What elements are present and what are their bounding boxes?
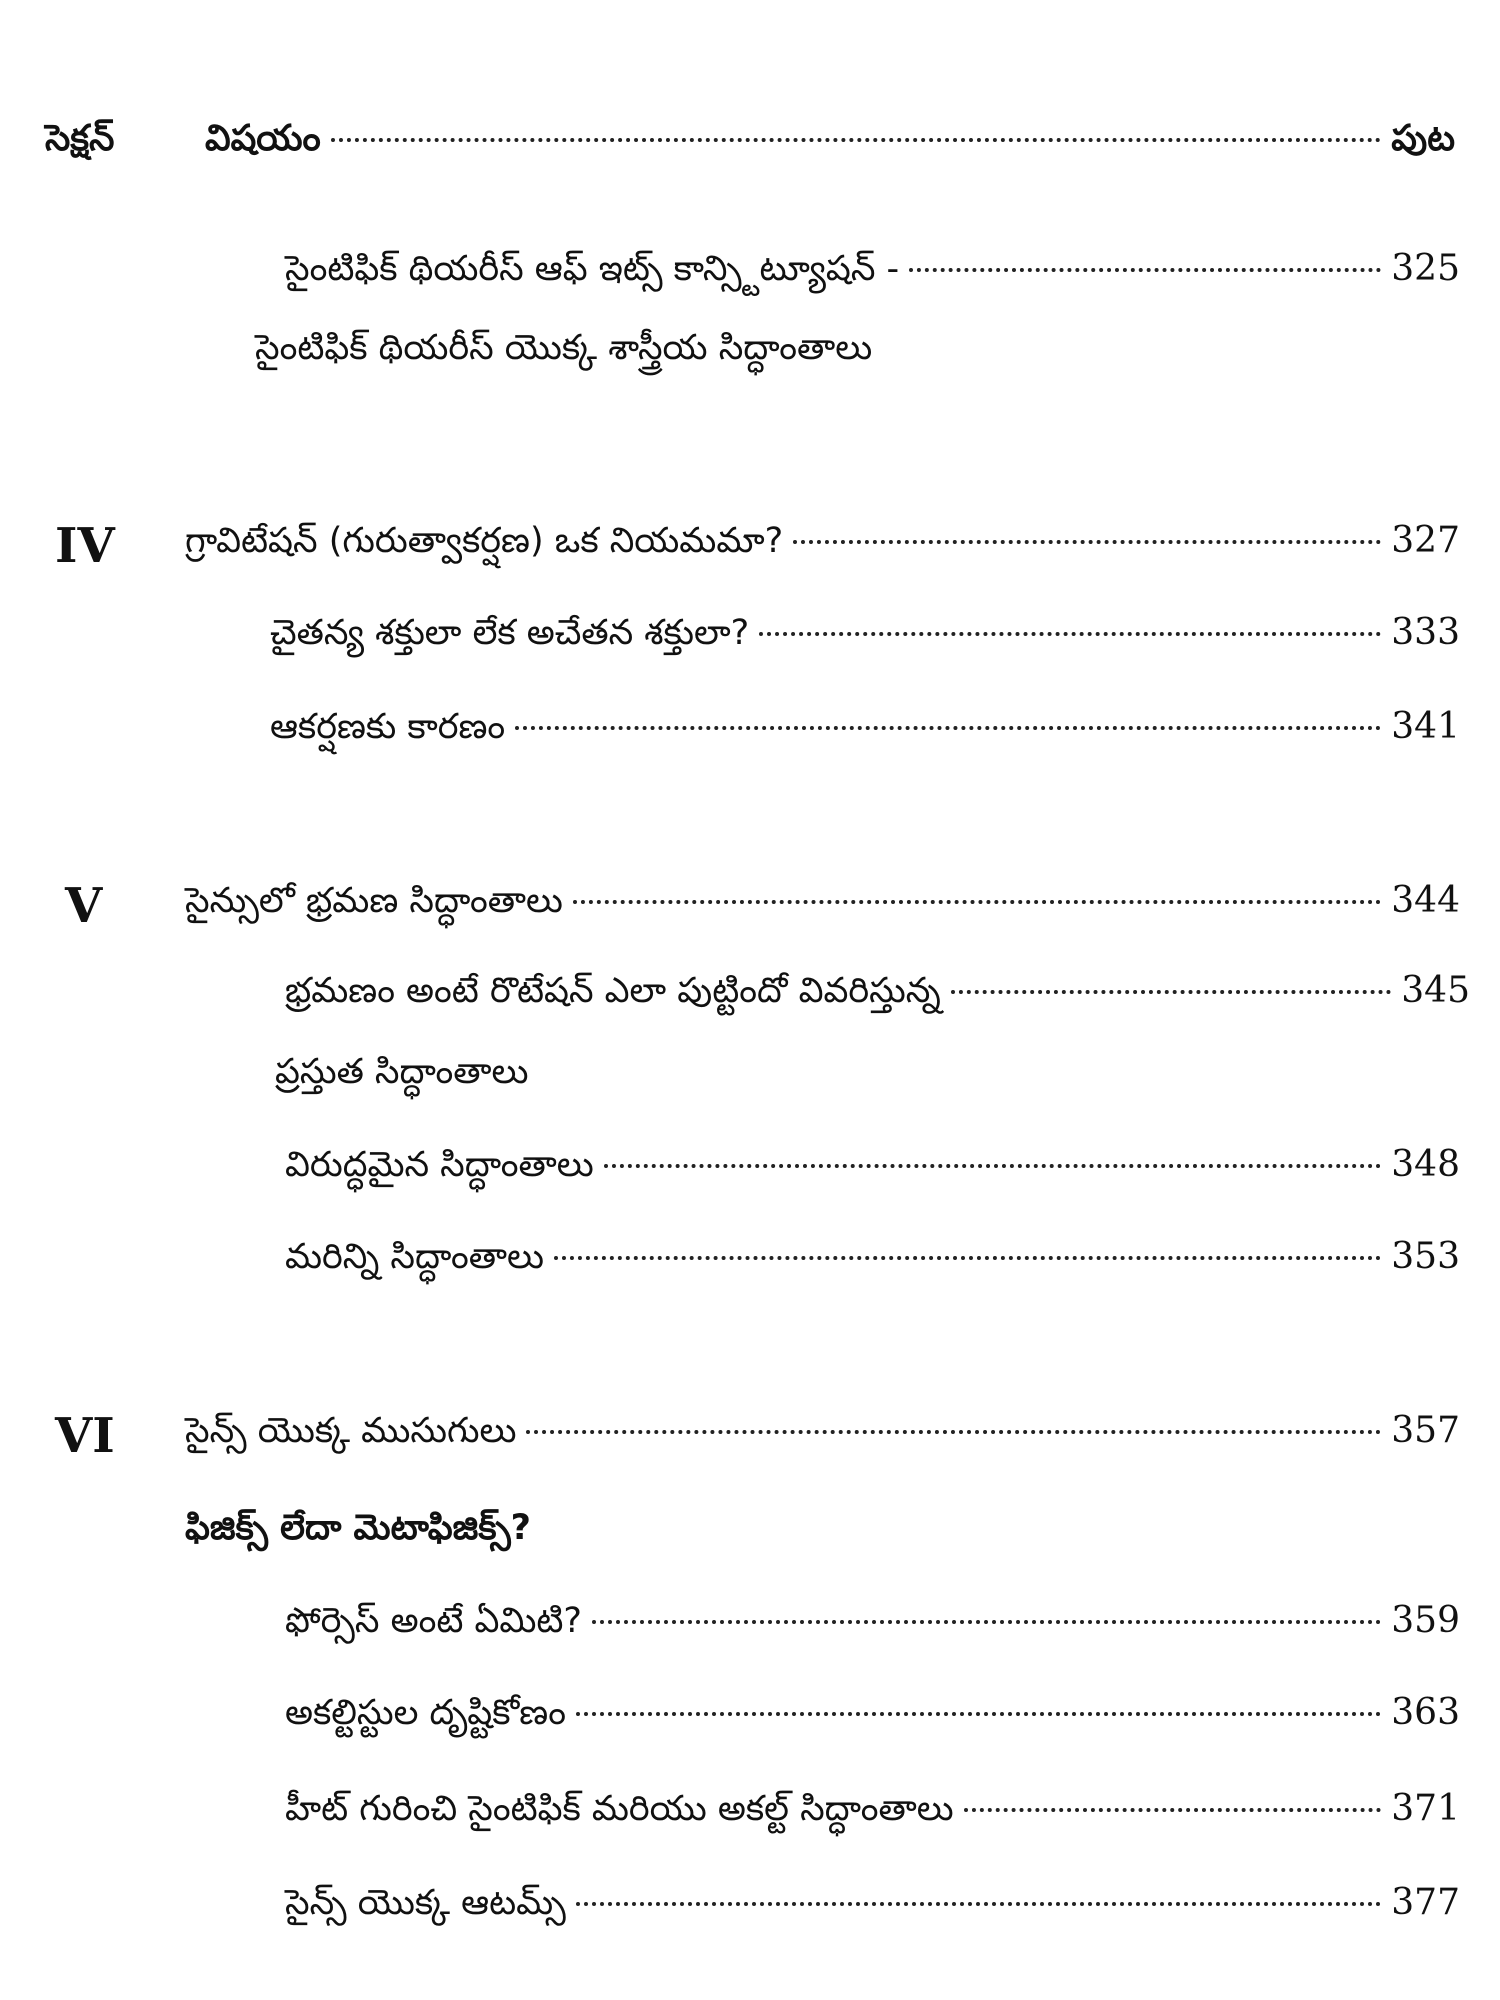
entry-page: 348 (1391, 1144, 1460, 1185)
toc-entry (285, 1144, 1460, 1193)
entry-title: సైంటిఫిక్ థియరీస్ ఆఫ్ ఇట్స్ కాన్స్టిట్యూషన్ - (285, 249, 900, 289)
entry-page: 345 (1401, 970, 1470, 1011)
toc-entry (285, 1788, 1460, 1837)
entry-page: 341 (1391, 706, 1460, 747)
dot-leader (951, 990, 1392, 994)
dot-leader (604, 1164, 1382, 1168)
header-subject-label: విషయం (205, 118, 321, 159)
toc-entry (285, 1600, 1460, 1649)
toc-entry (285, 1692, 1460, 1741)
dot-leader (909, 268, 1381, 272)
entry-title: విరుద్ధమైన సిద్ధాంతాలు (285, 1145, 594, 1185)
header-section-label: సెక్షన్ (45, 118, 115, 159)
entry-page: 353 (1391, 1236, 1460, 1277)
entry-page: 377 (1391, 1882, 1460, 1923)
entry-title: మరిన్ని సిద్ధాంతాలు (285, 1237, 544, 1277)
section-number: VI (55, 1408, 115, 1464)
entry-title: హీట్ గురించి సైంటిఫిక్ మరియు అకల్ట్ సిద్ధాంతాలు (285, 1789, 954, 1829)
entry-title: ఫిజిక్స్ లేదా మెటాఫిజిక్స్? (185, 1508, 531, 1548)
entry-page: 371 (1391, 1788, 1460, 1829)
entry-page: 325 (1391, 248, 1460, 289)
entry-page: 327 (1391, 520, 1460, 561)
dot-leader (331, 138, 1381, 142)
dot-leader (576, 1902, 1381, 1906)
entry-title: సైన్స్ యొక్క ఆటమ్స్ (285, 1883, 566, 1923)
toc-entry (285, 1882, 1460, 1931)
dot-leader (592, 1620, 1381, 1624)
dot-leader (573, 900, 1381, 904)
dot-leader (964, 1808, 1382, 1812)
entry-title-continuation: ప్రస్తుత సిద్ధాంతాలు (275, 1052, 529, 1092)
toc-entry (285, 1236, 1460, 1285)
dot-leader (576, 1712, 1381, 1716)
entry-page: 359 (1391, 1600, 1460, 1641)
entry-title: ఫోర్సెస్ అంటే ఏమిటి? (285, 1601, 582, 1641)
toc-entry (285, 248, 1460, 297)
entry-page: 344 (1391, 880, 1460, 921)
dot-leader (759, 632, 1381, 636)
entry-title: చైతన్య శక్తులా లేక అచేతన శక్తులా? (270, 613, 750, 653)
entry-page: 357 (1391, 1410, 1460, 1451)
entry-title-continuation: సైంటిఫిక్ థియరీస్ యొక్క శాస్త్రీయ సిద్ధాంతాలు (255, 328, 873, 368)
entry-page: 363 (1391, 1692, 1460, 1733)
toc-entry (285, 970, 1470, 1019)
toc-entry (270, 612, 1460, 661)
toc-entry (185, 880, 1460, 929)
entry-title: సైన్స్ యొక్క ముసుగులు (185, 1411, 517, 1451)
header-row (205, 118, 1455, 168)
toc-entry (270, 706, 1460, 755)
section-number: IV (55, 518, 115, 574)
entry-title: సైన్సులో భ్రమణ సిద్ధాంతాలు (185, 881, 563, 921)
section-number: V (65, 878, 103, 934)
entry-page: 333 (1391, 612, 1460, 653)
entry-title: ఆకర్షణకు కారణం (270, 707, 506, 747)
entry-title: అకల్టిస్టుల దృష్టికోణం (285, 1693, 566, 1733)
entry-title: గ్రావిటేషన్ (గురుత్వాకర్షణ) ఒక నియమమా? (185, 521, 784, 561)
dot-leader (554, 1256, 1381, 1260)
toc-entry (185, 1410, 1460, 1459)
dot-leader (793, 540, 1381, 544)
dot-leader (515, 726, 1381, 730)
toc-entry (185, 520, 1460, 569)
entry-title: భ్రమణం అంటే రొటేషన్ ఎలా పుట్టిందో వివరిస్తున్న (285, 971, 941, 1011)
dot-leader (526, 1430, 1381, 1434)
header-page-label: పుట (1391, 118, 1455, 159)
